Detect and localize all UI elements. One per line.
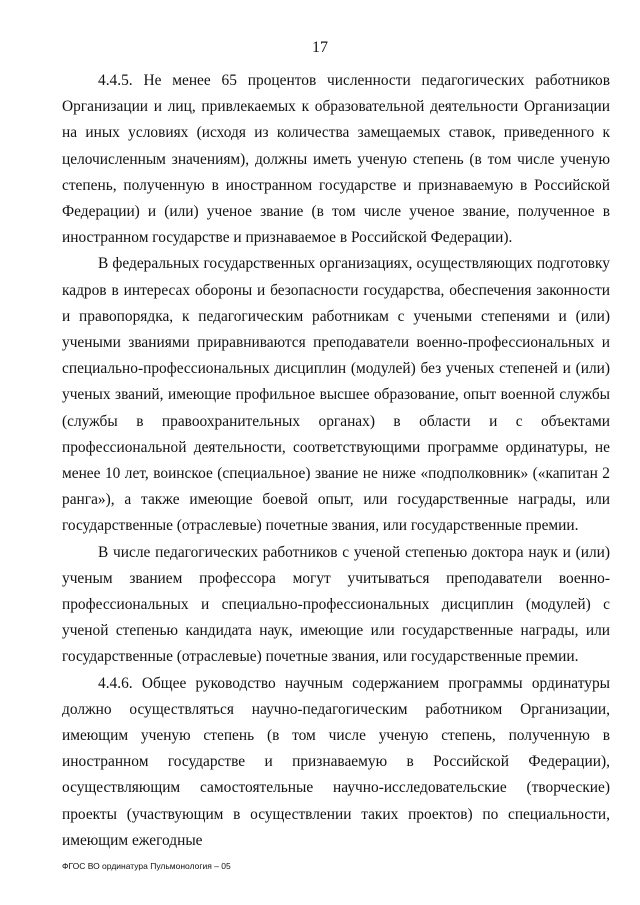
document-body (62, 68, 610, 854)
paragraph-4-4-5: 4.4.5. Не менее 65 процентов численности педагогических работников Организации и лиц, привлекаемых к образовательной деятельности Организации на иных условиях (исходя из количества замещаемых ставок, приведенного к целочисленным значениям), должны иметь ученую степень (в том числе ученую степень, полученную в иностранном государстве и признаваемую в Российской Федерации) и (или) ученое звание (в том числе ученое звание, полученное в иностранном государстве и признаваемое в Российской Федерации). (62, 72, 610, 247)
page-number: 17 (312, 39, 328, 56)
page-footer: ФГОС ВО ординатура Пульмонология – 05 (62, 861, 231, 871)
paragraph-federal-organizations: В федеральных государственных организациях, осуществляющих подготовку кадров в интересах обороны и безопасности государства, обеспечения законности и правопорядка, к педагогическим работникам с учеными степенями и (или) учеными званиями приравниваются преподаватели военно-профессиональных и специально-профессиональных дисциплин (модулей) без ученых степеней и (или) ученых званий, имеющие профильное высшее образование, опыт военной службы (службы в правоохранительных органах) в области и с объектами профессиональной деятельности, соответствующими программе ординатуры, не менее 10 лет, воинское (специальное) звание не ниже «подполковник» («капитан 2 ранга»), а также имеющие боевой опыт, или государственные награды, или государственные (отраслевые) почетные звания, или государственные премии. (62, 255, 610, 535)
paragraph-4-4-6: 4.4.6. Общее руководство научным содержанием программы ординатуры должно осуществляться научно-педагогическим работником Организации, имеющим ученую степень (в том числе ученую степень, полученную в иностранном государстве и признаваемую в Российской Федерации), осуществляющим самостоятельные научно-исследовательские (творческие) проекты (участвующим в осуществлении таких проектов) по специальности, имеющим ежегодные (62, 674, 610, 849)
paragraph-doctors-professors: В числе педагогических работников с ученой степенью доктора наук и (или) ученым званием профессора могут учитываться преподаватели военно-профессиональных и специально-профессиональных дисциплин (модулей) с ученой степенью кандидата наук, имеющие или государственные награды, или государственные (отраслевые) почетные звания, или государственные премии. (62, 543, 610, 666)
